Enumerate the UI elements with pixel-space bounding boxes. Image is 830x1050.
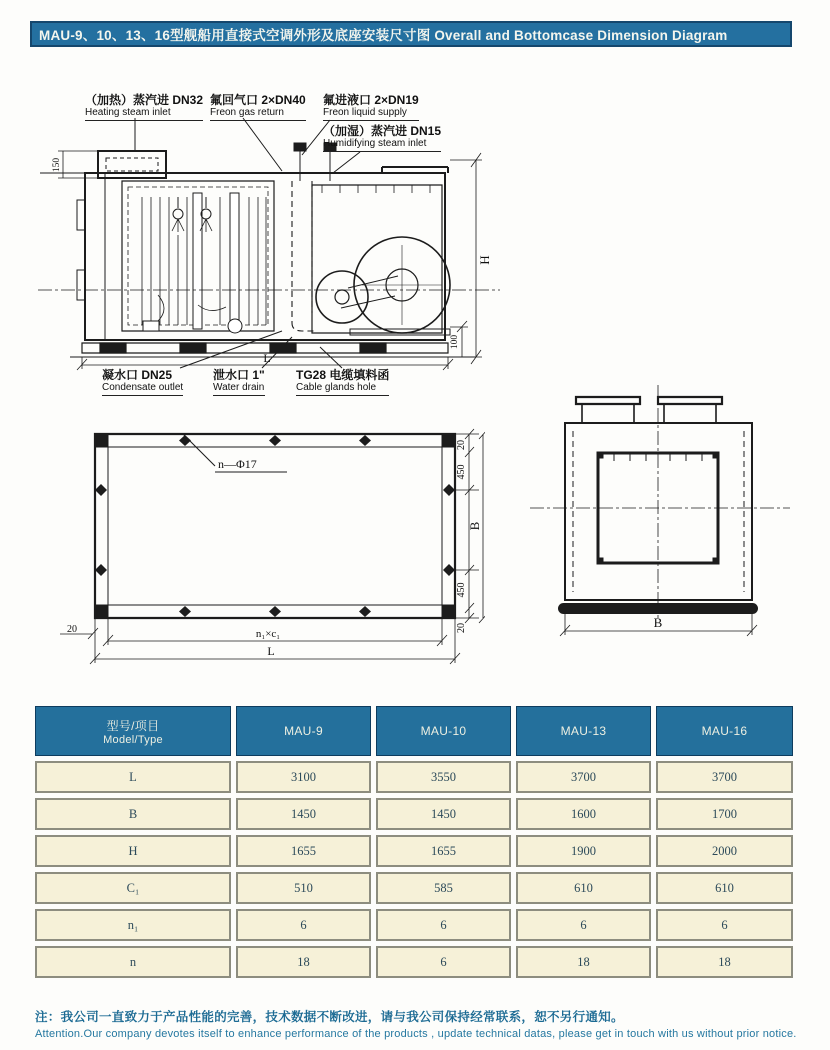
row-header-C1: C₁	[35, 872, 231, 904]
callout-freon-gas-zh: 氟回气口 2×DN40	[210, 93, 306, 107]
plan-dim-edge-top: 20	[456, 440, 467, 450]
table-corner-header	[35, 706, 231, 756]
cell-L-mau10: 3550	[376, 761, 511, 793]
col-header-mau-10: MAU-10	[376, 706, 511, 756]
cabinet-outline	[77, 167, 448, 340]
cell-n1-mau16: 6	[656, 909, 793, 941]
cell-n-mau13: 18	[516, 946, 651, 978]
cell-C1-mau13: 610	[516, 872, 651, 904]
corner-zh: 型号/项目	[106, 718, 160, 733]
plan-dim-spacing-top: 450	[456, 464, 467, 480]
callout-cable-glands-en: Cable glands hole	[296, 382, 377, 394]
callout-cable-glands-zh: TG28 电缆填料函	[296, 368, 390, 382]
callout-water-drain-en: Water drain	[213, 382, 265, 394]
row-header-L: L	[35, 761, 231, 793]
dim-base-height: 100	[450, 334, 460, 350]
cell-n1-mau10: 6	[376, 909, 511, 941]
cell-H-mau16: 2000	[656, 835, 793, 867]
col-header-mau-9: MAU-9	[236, 706, 371, 756]
spec-table	[35, 706, 795, 978]
row-header-n1: n₁	[35, 909, 231, 941]
callout-condensate-outlet-en: Condensate outlet	[102, 382, 184, 394]
footer-note-zh: 注：我公司一直致力于产品性能的完善，技术数据不断改进，请与我公司保持经常联系，恕不另行通知。	[35, 1010, 624, 1024]
footer-note	[35, 1007, 815, 1040]
cell-L-mau9: 3100	[236, 761, 371, 793]
callout-water-drain	[213, 368, 265, 396]
plan-dim-edge-left: 20	[67, 624, 77, 635]
end-dim-width: B	[653, 615, 663, 630]
callout-heating-steam-en: Heating steam inlet	[85, 107, 171, 119]
cell-C1-mau9: 510	[236, 872, 371, 904]
cell-n-mau10: 6	[376, 946, 511, 978]
end-view-drawing	[530, 385, 810, 650]
dim-height: H	[477, 255, 492, 265]
plan-holes-label: n—Φ17	[218, 457, 257, 471]
fan-section	[312, 185, 450, 335]
row-header-B: B	[35, 798, 231, 830]
callout-water-drain-zh: 泄水口 1"	[213, 368, 265, 382]
drain-duct	[292, 181, 314, 331]
callout-freon-liquid	[323, 93, 419, 121]
corner-en: Model/Type	[103, 733, 163, 746]
callout-humidifying-steam-zh: （加湿）蒸汽进 DN15	[323, 124, 442, 138]
casing-outline	[565, 423, 752, 600]
plan-dim-spacing-bottom: 450	[456, 582, 467, 598]
plan-dim-pitch: n₁×c₁	[255, 628, 281, 640]
cell-L-mau13: 3700	[516, 761, 651, 793]
cell-n-mau16: 18	[656, 946, 793, 978]
callout-humidifying-steam	[323, 124, 441, 152]
dim-inlet-box: 150	[52, 157, 62, 173]
base-plan-drawing	[55, 420, 485, 670]
cell-B-mau16: 1700	[656, 798, 793, 830]
plan-dim-edge-bottom: 20	[456, 623, 467, 633]
base-rails	[70, 343, 475, 357]
cell-n1-mau13: 6	[516, 909, 651, 941]
cell-B-mau9: 1450	[236, 798, 371, 830]
row-header-n: n	[35, 946, 231, 978]
cell-B-mau13: 1600	[516, 798, 651, 830]
callout-cable-glands	[296, 368, 389, 396]
coil-section	[122, 181, 274, 333]
cell-H-mau10: 1655	[376, 835, 511, 867]
callout-heating-steam	[85, 93, 203, 121]
cell-n1-mau9: 6	[236, 909, 371, 941]
callout-condensate-outlet-zh: 凝水口 DN25	[102, 368, 173, 382]
footer-note-en: Attention.Our company devotes itself to enhance performance of the products , update technical datas, please get in touch with us without prior notice.	[35, 1028, 797, 1040]
dim-length: L	[263, 351, 271, 365]
cell-H-mau9: 1655	[236, 835, 371, 867]
callout-freon-gas-en: Freon gas return	[210, 107, 284, 119]
cell-C1-mau10: 585	[376, 872, 511, 904]
col-header-mau-13: MAU-13	[516, 706, 651, 756]
cell-L-mau16: 3700	[656, 761, 793, 793]
callout-freon-liquid-en: Freon liquid supply	[323, 107, 407, 119]
cell-n-mau9: 18	[236, 946, 371, 978]
bolt-holes	[95, 435, 455, 617]
callout-condensate-outlet	[102, 368, 183, 396]
base-frame	[95, 434, 455, 618]
cell-C1-mau16: 610	[656, 872, 793, 904]
page-title: MAU-9、10、13、16型舰船用直接式空调外形及底座安装尺寸图 Overall and Bottomcase Dimension Diagram	[30, 21, 792, 47]
callout-heating-steam-zh: （加热）蒸汽进 DN32	[85, 93, 204, 107]
duct-stubs	[576, 397, 722, 423]
cell-H-mau13: 1900	[516, 835, 651, 867]
plan-dim-length: L	[267, 644, 275, 658]
callout-freon-gas	[210, 93, 306, 121]
callout-humidifying-steam-en: Humidifying steam inlet	[323, 138, 427, 150]
plan-dim-width: B	[467, 521, 482, 531]
cell-B-mau10: 1450	[376, 798, 511, 830]
callout-freon-liquid-zh: 氟进液口 2×DN19	[323, 93, 419, 107]
row-header-H: H	[35, 835, 231, 867]
col-header-mau-16: MAU-16	[656, 706, 793, 756]
